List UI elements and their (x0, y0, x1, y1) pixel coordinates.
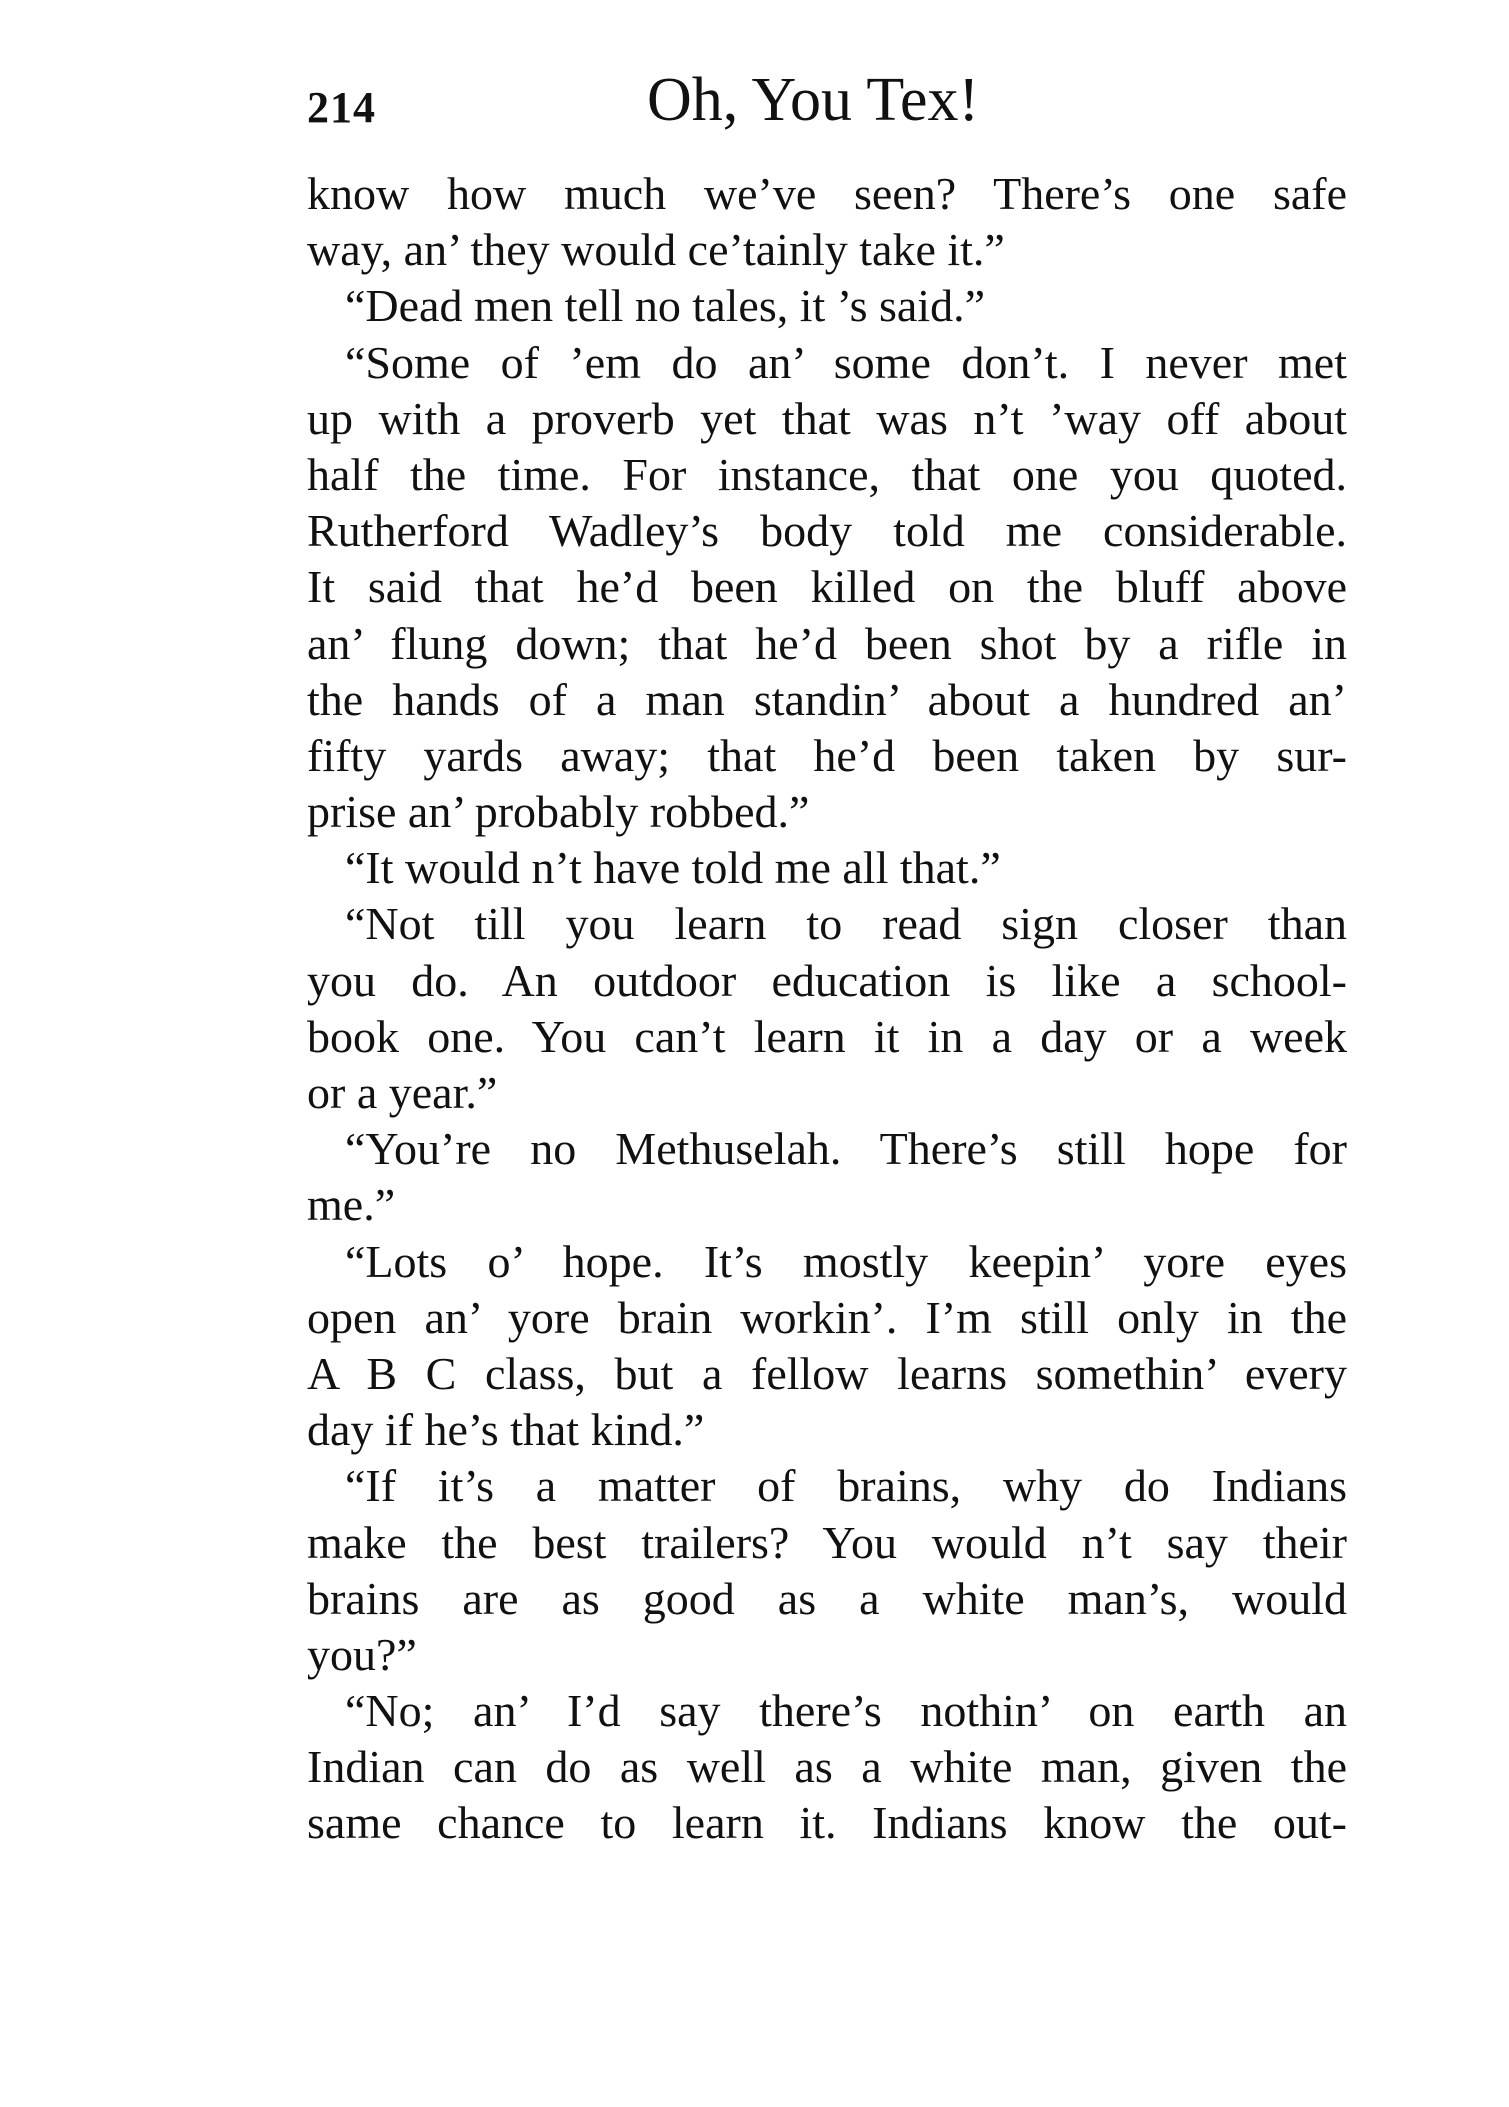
text-line: way, an’ they would ce’tainly take it.” (307, 224, 1005, 276)
text-line: you do. An outdoor education is like a school- (307, 954, 1347, 1006)
text-line: “Some of ’em do an’ some don’t. I never met (345, 336, 1347, 388)
text-line: open an’ yore brain workin’. I’m still only in the (307, 1291, 1347, 1343)
running-header (307, 60, 1347, 160)
text-line: an’ flung down; that he’d been shot by a rifle in (307, 617, 1347, 669)
text-line: make the best trailers? You would n’t say their (307, 1516, 1347, 1568)
page-number: 214 (307, 83, 376, 132)
text-line: prise an’ probably robbed.” (307, 786, 810, 838)
text-line: “Not till you learn to read sign closer than (345, 898, 1347, 950)
text-line: “Lots o’ hope. It’s mostly keepin’ yore eyes (345, 1235, 1347, 1287)
text-line: fifty yards away; that he’d been taken by sur- (307, 729, 1347, 781)
text-line: brains are as good as a white man’s, would (307, 1572, 1347, 1624)
text-line: up with a proverb yet that was n’t ’way off about (307, 392, 1347, 444)
running-title: Oh, You Tex! (647, 66, 980, 134)
text-line: the hands of a man standin’ about a hundred an’ (307, 673, 1347, 725)
text-line: “Dead men tell no tales, it ’s said.” (345, 280, 985, 332)
text-line: know how much we’ve seen? There’s one safe (307, 168, 1347, 219)
text-line: Indian can do as well as a white man, given the (307, 1741, 1347, 1793)
text-line: half the time. For instance, that one you quoted. (307, 448, 1347, 500)
text-line: “If it’s a matter of brains, why do Indians (345, 1460, 1347, 1512)
text-line: “It would n’t have told me all that.” (345, 842, 1001, 894)
text-line: me.” (307, 1179, 396, 1231)
text-line: Rutherford Wadley’s body told me considerable. (307, 505, 1347, 557)
text-line: “No; an’ I’d say there’s nothin’ on earth an (345, 1685, 1347, 1737)
text-line: or a year.” (307, 1067, 498, 1118)
text-line: day if he’s that kind.” (307, 1404, 705, 1456)
text-line: book one. You can’t learn it in a day or a week (307, 1010, 1347, 1062)
text-line: you?” (307, 1628, 417, 1680)
body-text (307, 166, 1347, 1852)
text-line: “You’re no Methuselah. There’s still hope for (345, 1123, 1347, 1175)
text-line: It said that he’d been killed on the bluff above (307, 561, 1347, 613)
text-line: same chance to learn it. Indians know the out- (307, 1797, 1347, 1849)
text-line: A B C class, but a fellow learns somethin’ every (307, 1347, 1347, 1399)
